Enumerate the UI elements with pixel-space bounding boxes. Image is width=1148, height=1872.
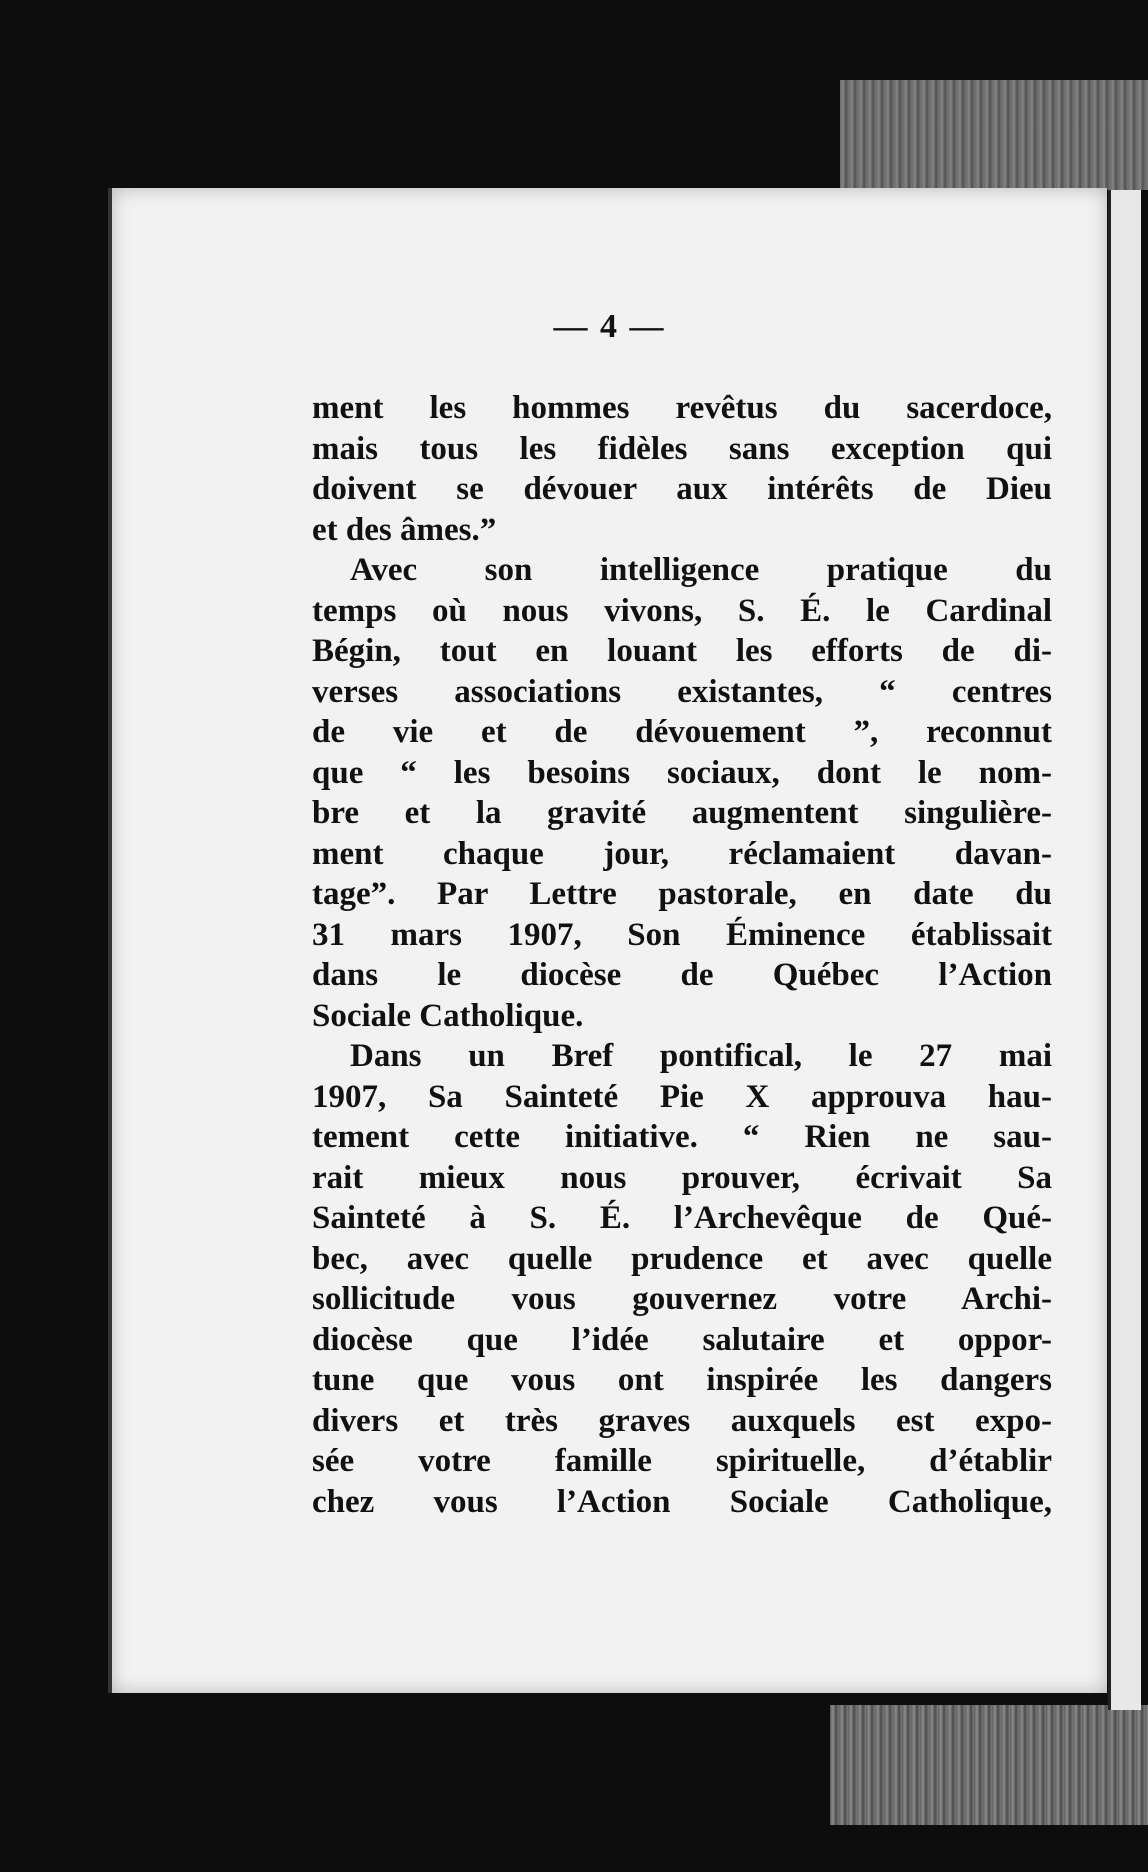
text-line: Sociale Catholique. <box>312 997 584 1034</box>
text-line: doivent se dévouer aux intérêts de Dieu <box>312 471 1052 507</box>
text-line: diocèse que l’idée salutaire et oppor- <box>312 1321 1052 1358</box>
text-line: sée votre famille spirituelle, d’établir <box>312 1443 1052 1479</box>
text-line: que “ les besoins sociaux, dont le nom- <box>312 754 1052 791</box>
text-line: 31 mars 1907, Son Éminence établissait <box>312 916 1052 953</box>
text-line: Bégin, tout en louant les efforts de di- <box>312 633 1052 669</box>
text-line: temps où nous vivons, S. É. le Cardinal <box>312 592 1052 629</box>
facing-page-edge <box>1108 190 1141 1710</box>
text-line: tement cette initiative. “ Rien ne sau- <box>312 1119 1052 1155</box>
text-line: de vie et de dévouement ”, reconnut <box>312 714 1052 750</box>
text-line: ment chaque jour, réclamaient davan- <box>312 835 1052 872</box>
text-line: ment les hommes revêtus du sacerdoce, <box>312 390 1052 426</box>
text-line: chez vous l’Action Sociale Catholique, <box>312 1483 1052 1520</box>
page-body <box>312 388 1052 1522</box>
text-line: bre et la gravité augmentent singulière- <box>312 795 1052 831</box>
book-background-top <box>840 80 1148 190</box>
text-line: mais tous les fidèles sans exception qui <box>312 430 1052 467</box>
text-line: tage”. Par Lettre pastorale, en date du <box>312 876 1052 912</box>
book-page <box>108 188 1107 1693</box>
text-line: divers et très graves auxquels est expo- <box>312 1402 1052 1439</box>
text-line: Dans un Bref pontifical, le 27 mai <box>350 1038 1052 1074</box>
text-line: tune que vous ont inspirée les dangers <box>312 1362 1052 1398</box>
text-line: sollicitude vous gouvernez votre Archi- <box>312 1281 1052 1317</box>
book-background-bottom <box>830 1705 1148 1825</box>
text-line: dans le diocèse de Québec l’Action <box>312 957 1052 993</box>
text-line: verses associations existantes, “ centres <box>312 673 1052 710</box>
text-line: 1907, Sa Sainteté Pie X approuva hau- <box>312 1078 1052 1115</box>
text-line: bec, avec quelle prudence et avec quelle <box>312 1240 1052 1277</box>
text-line: Sainteté à S. É. l’Archevêque de Qué- <box>312 1200 1052 1236</box>
text-line: et des âmes.” <box>312 511 497 548</box>
page-number: — 4 — <box>553 308 666 345</box>
text-line: rait mieux nous prouver, écrivait Sa <box>312 1159 1052 1196</box>
text-line: Avec son intelligence pratique du <box>350 552 1052 588</box>
